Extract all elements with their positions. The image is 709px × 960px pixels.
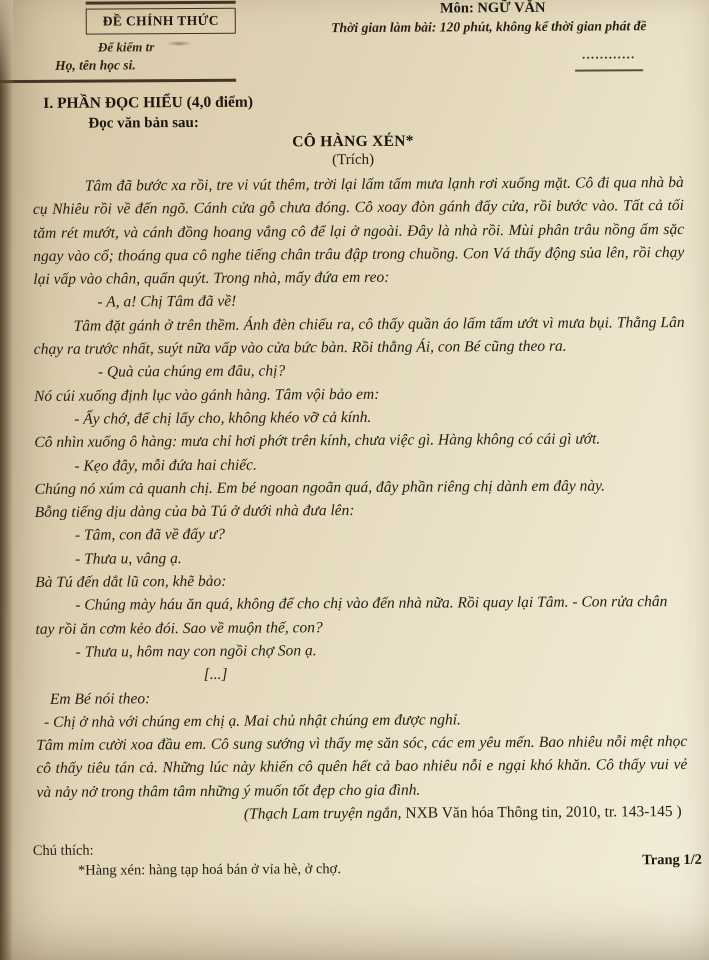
passage-dialogue: - Thưa u, vâng ạ. — [75, 549, 182, 568]
scan-edge-fade — [0, 0, 13, 90]
ink-smudge — [166, 41, 192, 46]
passage-ellipsis: [...] — [203, 666, 228, 684]
subject-line: Môn: NGỮ VĂN — [439, 0, 546, 17]
passage-dialogue: - Tâm, con đã về đấy ư? — [74, 526, 226, 545]
passage-title: CÔ HÀNG XÉN* — [292, 132, 414, 151]
passage-paragraph: Nó cúi xuống định lục vào gánh hàng. Tâm vội bảo em: — [34, 385, 380, 405]
passage-paragraph: Bỗng tiếng dịu dàng của bà Tú ở dưới nhà đưa lên: — [34, 502, 355, 522]
footnote-block — [33, 839, 709, 880]
passage-dialogue: - Ấy chớ, để chị lấy cho, không khéo vỡ cả kính. — [74, 408, 372, 428]
passage-paragraph: Tâm đặt gánh ở trên thềm. Ánh đèn chiếu ra, cô thấy quần áo lấm tấm ướt vì mưa bụi. Thằng Lân chạy ra trước nhất, suýt nữa vấp vào cửa bức bàn. Rồi thằng Ái, con Bé cũng theo ra. — [33, 313, 685, 359]
passage-dialogue: - Quà của chúng em đâu, chị? — [97, 362, 286, 381]
passage-paragraph: Chúng nó xúm cả quanh chị. Em bé ngoan ngoãn quá, đây phần riêng chị dành em đây này. — [34, 477, 606, 498]
dotted-fill-line: ............ — [581, 46, 636, 62]
passage-dialogue: - Thưa u, hôm nay con ngồi chợ Son ạ. — [75, 642, 317, 661]
source-title: (Thạch Lam truyện ngắn, — [243, 804, 402, 823]
footnote-label: Chú thích: — [32, 842, 94, 860]
passage-source-citation — [37, 800, 688, 827]
passage-dialogue: - Chúng mày háu ăn quá, không để cho chị vào đến nhà nữa. Rồi quay lại Tâm. - Con rửa chân tay rồi ăn cơm kẻo đói. Sao về muộn thế, con? — [35, 593, 668, 638]
passage-paragraph: Tâm đã bước xa rồi, tre vi vút thêm, trời lại lấm tấm mưa lạnh rơi xuống mặt. Cô đi qua nhà bà cụ Nhiêu rồi về đến ngõ. Cánh cửa gỗ chưa đóng. Cô xoay đòn gánh đẩy cửa, rồi bước vào. Tất cả tối tăm rét mướt, và cánh đồng hoang vắng cô để lại ở ngoài. Đây là nhà rồi. Mùi phân trâu nồng ấm sặc ngay vào cổ; thoáng qua cô nghe tiếng chân trâu đập trong chuồng. Con Vá thấy động sủa lên, rồi chạy lại vấp vào chân, quấn quýt. Trong nhà, mấy đứa em reo: — [32, 173, 685, 289]
section-heading: I. PHẦN ĐỌC HIỂU (4,0 điểm) — [43, 93, 254, 112]
reading-passage — [33, 171, 688, 827]
scan-left-edge-shadow — [0, 0, 13, 960]
section-instruction: Đọc văn bản sau: — [88, 114, 199, 132]
source-publisher: NXB Văn hóa Thông tin, 2010, tr. 143-145 ) — [401, 803, 682, 822]
header-bottom-rule — [0, 79, 236, 83]
passage-paragraph: Em Bé nói theo: — [49, 689, 151, 708]
passage-dialogue: - Chị ở nhà với chúng em chị ạ. Mai chủ nhật chúng em được nghỉ. — [44, 711, 461, 731]
exam-header — [0, 0, 707, 90]
student-name-label: Họ, tên học si. — [55, 57, 136, 73]
dotted-fill-underline — [575, 69, 643, 71]
passage-paragraph: Tâm mỉm cười xoa đầu em. Cô sung sướng vì thấy mẹ săn sóc, các em yêu mến. Bao nhiêu nỗi mệt nhọc cô thấy tiêu tán cả. Những lúc này khiến cô quên hết cả bao nhiêu nỗi e ngại khó khăn. Cô thấy vui vẻ và nảy nở trong thâm tâm những ý muốn tốt đẹp cho gia đình. — [36, 733, 688, 801]
passage-paragraph: Bà Tú đến dắt lũ con, khẽ bảo: — [35, 572, 227, 592]
passage-dialogue: - Kẹo đây, mỗi đứa hai chiếc. — [74, 456, 257, 475]
official-exam-badge-label: ĐỀ CHÍNH THỨC — [102, 12, 219, 29]
time-limit-line: Thời gian làm bài: 120 phút, không kể thời gian phát đề — [331, 18, 647, 36]
header-top-rule — [86, 1, 236, 4]
passage-paragraph: Cô nhìn xuống ô hàng: mưa chỉ hơi phớt trên kính, chưa việc gì. Hàng không có cái gì ướt. — [34, 430, 601, 452]
exam-type-fragment: Để kiểm tr — [97, 39, 155, 55]
passage-subtitle: (Trích) — [332, 151, 375, 169]
passage-dialogue: - A, a! Chị Tâm đã về! — [97, 293, 237, 312]
official-exam-badge — [86, 8, 236, 35]
footnote-text: *Hàng xén: hàng tạp hoá bán ở vỉa hè, ở chợ. — [77, 861, 341, 880]
page-number: Trang 1/2 — [642, 851, 702, 869]
